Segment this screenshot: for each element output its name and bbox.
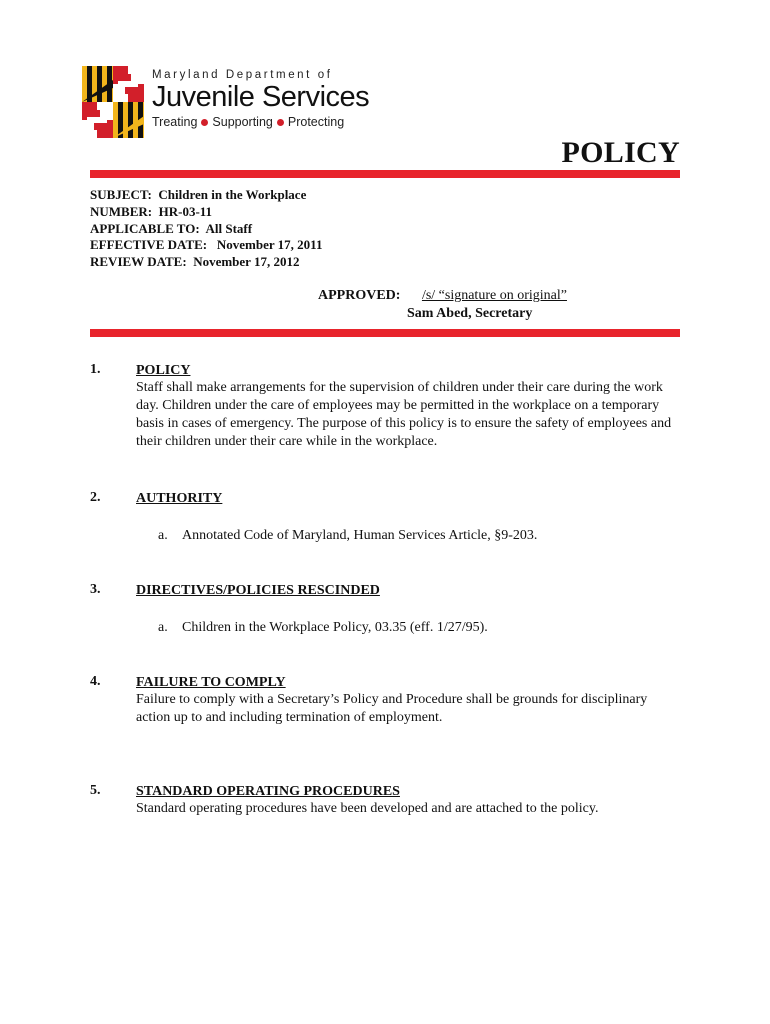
section-text: Failure to comply with a Secretary’s Policy and Procedure shall be grounds for disciplinary action up to and including termination of employment. — [136, 692, 648, 725]
section-title: FAILURE TO COMPLY — [136, 675, 286, 690]
approval-line — [318, 288, 678, 304]
list-item: a. Children in the Workplace Policy, 03.35 (eff. 1/27/95). — [158, 620, 488, 635]
meta-review-date: REVIEW DATE: November 17, 2012 — [90, 254, 300, 270]
list-item: a. Annotated Code of Maryland, Human Services Article, §9-203. — [158, 528, 538, 543]
meta-subject: SUBJECT: Children in the Workplace — [90, 187, 307, 202]
meta-number: NUMBER: HR-03-11 — [90, 203, 213, 219]
logo-dept-line: Maryland Department of — [152, 69, 333, 81]
section-title: POLICY — [136, 363, 191, 378]
section-number: 5. — [90, 783, 101, 798]
meta-effective-date: EFFECTIVE DATE: November 17, 2011 — [90, 237, 323, 253]
section-title: STANDARD OPERATING PROCEDURES — [136, 784, 400, 799]
logo-wordmark — [152, 62, 370, 130]
section-text: Staff shall make arrangements for the supervision of children under their care during the work day. Children under the care of employees may be permitted in the workplace on a temporary basis in cases of emergency. The purpose of this policy is to ensure the safety of employees and their children under their care while in the workplace. — [136, 380, 672, 449]
approval-signer: Sam Abed, Secretary — [407, 306, 533, 321]
bullet-dot-icon — [277, 119, 284, 126]
approval-signature: /s/ “signature on original” — [421, 288, 567, 303]
logo-tagline — [152, 114, 352, 130]
approval-divider — [90, 329, 680, 337]
logo-agency-name: Juvenile Services — [152, 81, 370, 113]
tagline-word: Supporting — [212, 115, 273, 129]
section-title: DIRECTIVES/POLICIES RESCINDED — [136, 583, 380, 598]
bullet-dot-icon — [201, 119, 208, 126]
section-title: AUTHORITY — [136, 491, 223, 506]
tagline-word: Protecting — [287, 115, 345, 129]
section-number: 4. — [90, 674, 101, 689]
maryland-flag-icon — [82, 66, 144, 138]
dept-logo — [82, 62, 370, 138]
section-number: 2. — [90, 490, 101, 505]
section-text: Standard operating procedures have been developed and are attached to the policy. — [136, 801, 599, 816]
section-number: 1. — [90, 362, 101, 377]
section-number: 3. — [90, 582, 101, 597]
approval-label: APPROVED: — [318, 288, 401, 303]
meta-applicable-to: APPLICABLE TO: All Staff — [90, 220, 253, 236]
header-divider — [90, 170, 680, 178]
document-type-title: POLICY — [561, 136, 680, 169]
policy-meta — [90, 187, 322, 271]
tagline-word: Treating — [152, 115, 198, 129]
